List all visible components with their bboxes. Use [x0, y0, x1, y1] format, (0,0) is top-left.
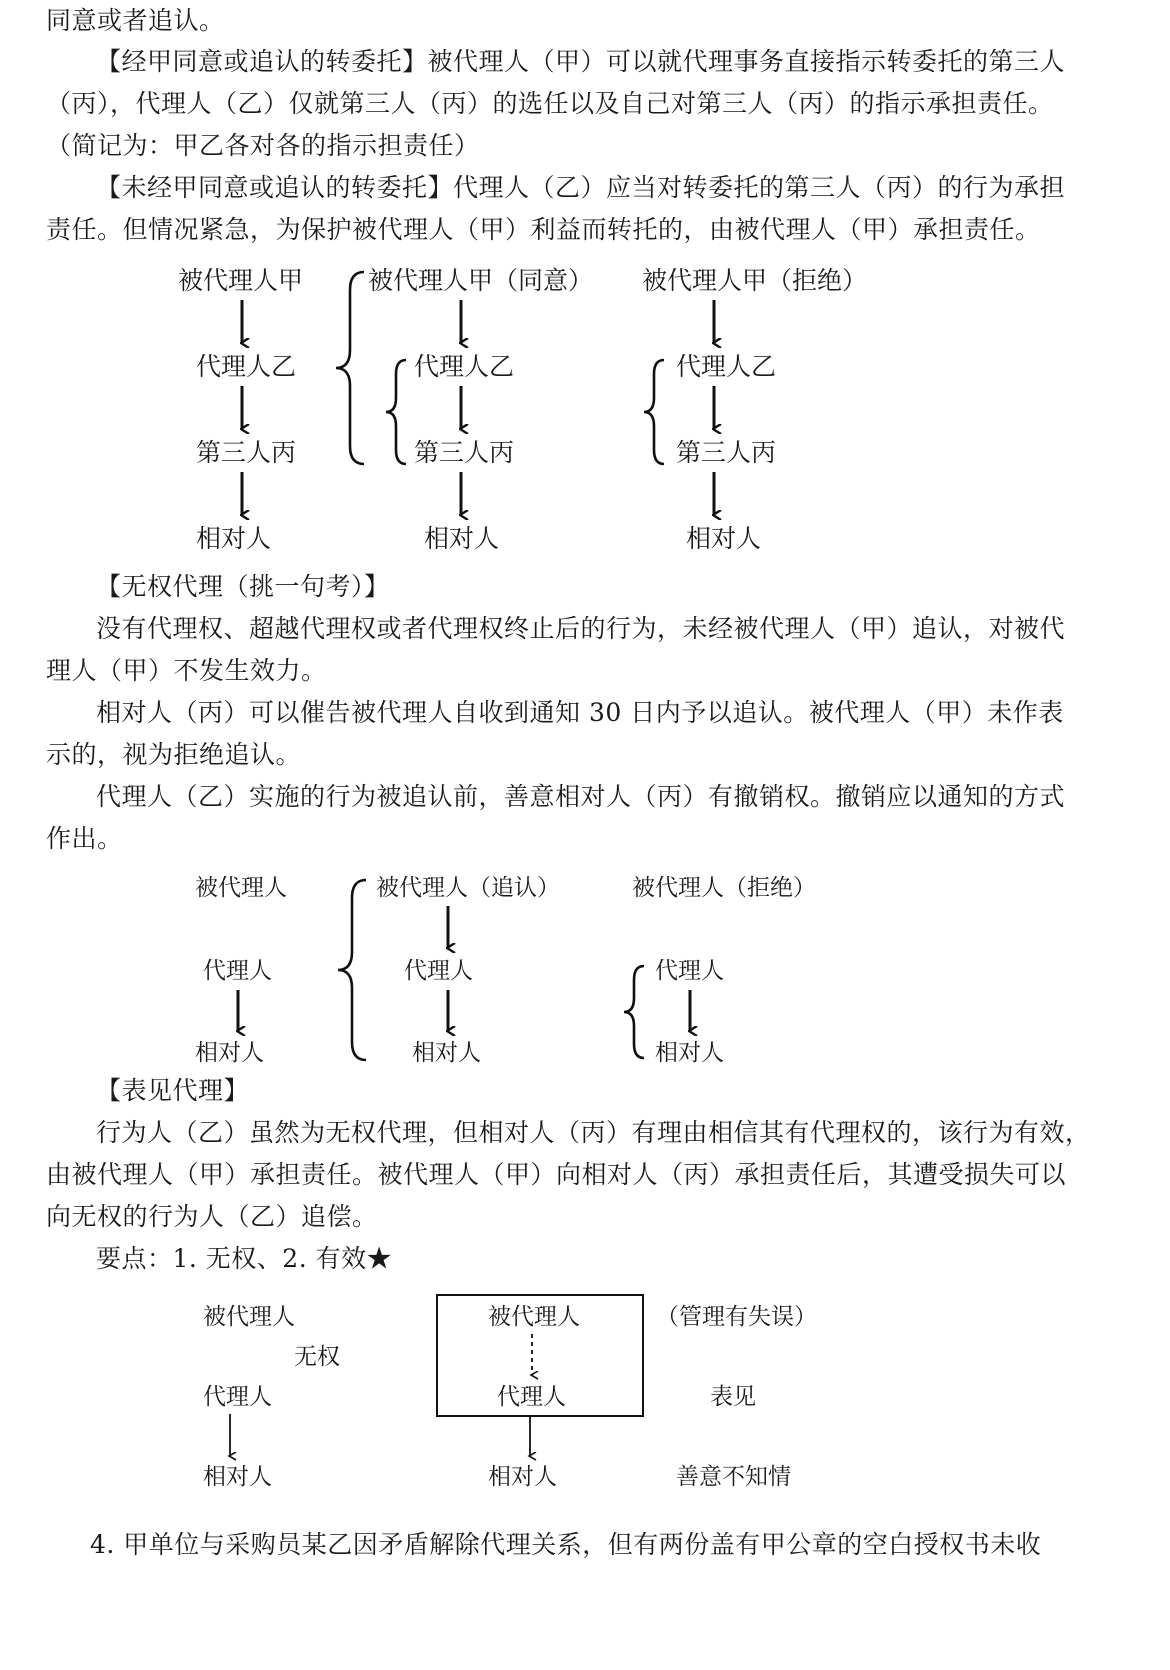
- section-heading: 【表见代理】: [96, 1076, 250, 1105]
- diagram-label: （管理有失误）: [656, 1304, 817, 1330]
- text-line: 要点：1. 无权、2. 有效★: [96, 1244, 393, 1273]
- diagram-label: 代理人: [497, 1384, 566, 1410]
- diagram-label: 无权: [294, 1344, 340, 1370]
- diagram-label: 代理人: [203, 1384, 272, 1410]
- diagram-label: 相对人: [488, 1464, 557, 1490]
- text-line: 没有代理权、超越代理权或者代理权终止后的行为，未经被代理人（甲）追认，对被代: [96, 614, 1066, 643]
- section-heading: 【无权代理（挑一句考）】: [96, 572, 390, 601]
- text-line: 同意或者追认。: [46, 6, 225, 35]
- diagram-label: 第三人丙: [196, 438, 297, 467]
- text-line: 理人（甲）不发生效力。: [46, 656, 327, 685]
- diagram-label: 被代理人（追认）: [376, 875, 560, 901]
- diagram-label: 被代理人: [195, 875, 287, 901]
- left-brace-icon: [386, 360, 406, 464]
- diagram-label: 代理人乙: [196, 352, 297, 381]
- diagram-label: 被代理人甲（拒绝）: [642, 266, 868, 295]
- left-brace-icon: [336, 272, 364, 464]
- text-line: 行为人（乙）虽然为无权代理，但相对人（丙）有理由相信其有代理权的，该行为有效，: [96, 1118, 1091, 1147]
- diagram-label: 相对人: [412, 1040, 481, 1066]
- left-brace-icon: [644, 360, 664, 464]
- diagram-label: 第三人丙: [676, 438, 777, 467]
- text-line: 【未经甲同意或追认的转委托】代理人（乙）应当对转委托的第三人（丙）的行为承担: [96, 173, 1066, 202]
- diagram-label: 相对人: [195, 1040, 264, 1066]
- diagram-label: 表见: [710, 1384, 756, 1410]
- diagram-label: 第三人丙: [414, 438, 515, 467]
- text-line: （简记为：甲乙各对各的指示担责任）: [46, 131, 480, 160]
- text-line: 作出。: [46, 824, 123, 853]
- diagram-label: 被代理人（拒绝）: [632, 875, 816, 901]
- diagram-label: 代理人: [203, 958, 272, 984]
- diagram-label: 相对人: [196, 524, 272, 553]
- diagram-label: 代理人: [655, 958, 724, 984]
- text-line: 示的，视为拒绝追认。: [46, 740, 302, 769]
- diagram-label: 善意不知情: [676, 1464, 791, 1490]
- diagram-label: 相对人: [203, 1464, 272, 1490]
- text-line: 向无权的行为人（乙）追偿。: [46, 1202, 378, 1231]
- text-line: （丙），代理人（乙）仅就第三人（丙）的选任以及自己对第三人（丙）的指示承担责任。: [46, 89, 1054, 118]
- text-line: 相对人（丙）可以催告被代理人自收到通知 30 日内予以追认。被代理人（甲）未作表: [96, 698, 1064, 727]
- left-brace-icon: [338, 880, 366, 1060]
- diagram-label: 被代理人: [203, 1304, 295, 1330]
- text-line: 由被代理人（甲）承担责任。被代理人（甲）向相对人（丙）承担责任后，其遭受损失可以: [46, 1160, 1067, 1189]
- diagram-label: 代理人: [404, 958, 473, 984]
- text-line: 责任。但情况紧急，为保护被代理人（甲）利益而转托的，由被代理人（甲）承担责任。: [46, 215, 1041, 244]
- text-line: 【经甲同意或追认的转委托】被代理人（甲）可以就代理事务直接指示转委托的第三人: [96, 47, 1066, 76]
- diagram-label: 代理人乙: [676, 352, 777, 381]
- diagram-label: 相对人: [655, 1040, 724, 1066]
- text-line: 代理人（乙）实施的行为被追认前，善意相对人（丙）有撤销权。撤销应以通知的方式: [96, 782, 1066, 811]
- diagram-label: 被代理人: [488, 1304, 580, 1330]
- diagram-label: 代理人乙: [414, 352, 515, 381]
- diagram-label: 被代理人甲: [178, 266, 304, 295]
- left-brace-icon: [624, 966, 644, 1058]
- diagram-label: 相对人: [686, 524, 762, 553]
- text-line: 4. 甲单位与采购员某乙因矛盾解除代理关系，但有两份盖有甲公章的空白授权书未收: [90, 1530, 1042, 1559]
- diagram-label: 相对人: [424, 524, 500, 553]
- diagram-label: 被代理人甲（同意）: [368, 266, 594, 295]
- apparent-agency-box: [437, 1295, 643, 1416]
